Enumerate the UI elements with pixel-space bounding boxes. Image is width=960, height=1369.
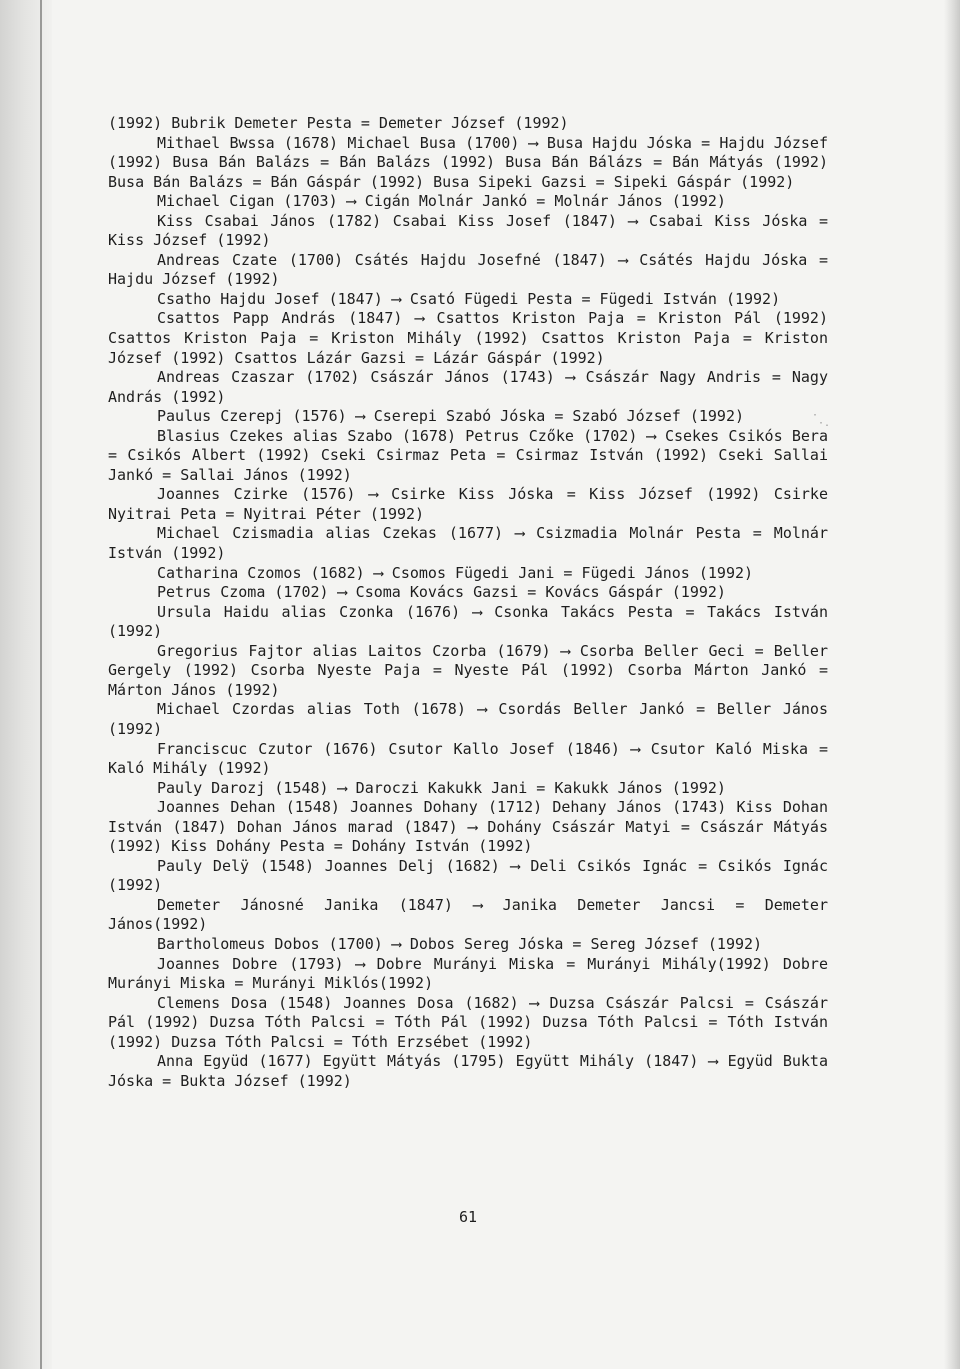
page-number: 61	[458, 1208, 478, 1226]
paragraph: Ursula Haidu alias Czonka (1676) ⟶ Csonka Takács Pesta = Takács István (1992)	[108, 602, 828, 641]
page-right-edge	[944, 0, 960, 1369]
paragraph: Andreas Czate (1700) Csátés Hajdu Josefné (1847) ⟶ Csátés Hajdu Jóska = Hajdu József (1992)	[108, 250, 828, 289]
paragraph: Csatho Hajdu Josef (1847) ⟶ Csató Fügedi Pesta = Fügedi István (1992)	[157, 289, 781, 308]
paragraph: Michael Cigan (1703) ⟶ Cigán Molnár Jankó = Molnár János (1992)	[157, 192, 726, 211]
paragraph: Mithael Bwssa (1678) Michael Busa (1700) ⟶ Busa Hajdu Jóska = Hajdu József (1992) Busa Bán Balázs = Bán Balázs (1992) Busa Bán Bálázs = Bán Mátyás (1992) Busa Bán Balázs = Bán Gáspár (1992) Busa Sipeki Gazsi = Sipeki Gáspár (1992)	[108, 133, 828, 191]
paragraph: Michael Czordas alias Toth (1678) ⟶ Csordás Beller Jankó = Beller János (1992)	[108, 700, 828, 738]
paragraph: Blasius Czekes alias Szabo (1678) Petrus Czőke (1702) ⟶ Csekes Csikós Bera = Csikós Albert (1992) Cseki Csirmaz Peta = Csirmaz István (1992) Cseki Sallai Jankó = Sallai János (1992)	[108, 426, 828, 484]
paragraph: Kiss Csabai János (1782) Csabai Kiss Josef (1847) ⟶ Csabai Kiss Jóska = Kiss József (1992)	[108, 211, 828, 250]
paragraph: Anna Együd (1677) Együtt Mátyás (1795) Együtt Mihály (1847) ⟶ Együd Bukta Jóska = Bukta József (1992)	[108, 1052, 828, 1090]
paragraph: (1992) Bubrik Demeter Pesta = Demeter József (1992)	[108, 114, 569, 132]
paragraph: Paulus Czerepj (1576) ⟶ Cserepi Szabó Jóska = Szabó József (1992)	[157, 407, 744, 426]
paragraph: Joannes Dobre (1793) ⟶ Dobre Murányi Miska = Murányi Mihály(1992) Dobre Murányi Miska = Murányi Miklós(1992)	[108, 954, 828, 993]
paragraph: Andreas Czaszar (1702) Császár János (1743) ⟶ Császár Nagy Andris = Nagy András (1992)	[108, 368, 828, 406]
paragraph: Michael Czismadia alias Czekas (1677) ⟶ Csizmadia Molnár Pesta = Molnár István (1992)	[108, 524, 828, 563]
paragraph: Demeter Jánosné Janika (1847) ⟶ Janika Demeter Jancsi = Demeter János(1992)	[108, 895, 828, 934]
paragraph: Clemens Dosa (1548) Joannes Dosa (1682) ⟶ Duzsa Császár Palcsi = Császár Pál (1992) Duzsa Tóth Palcsi = Tóth Pál (1992) Duzsa Tóth Palcsi = Tóth István (1992) Duzsa Tóth Palcsi = Tóth Erzsébet (1992)	[108, 993, 828, 1051]
paragraph: Pauly Delÿ (1548) Joannes Delj (1682) ⟶ Deli Csikós Ignác = Csikós Ignác (1992)	[108, 856, 828, 895]
paragraph: Csattos Papp András (1847) ⟶ Csattos Kriston Paja = Kriston Pál (1992) Csattos Kriston Paja = Kriston Mihály (1992) Csattos Kriston Paja = Kriston József (1992) Csattos Lázár Gazsi = Lázár Gáspár (1992)	[108, 309, 828, 367]
paragraph: Catharina Czomos (1682) ⟶ Csomos Fügedi Jani = Fügedi János (1992)	[157, 563, 754, 582]
paragraph: Bartholomeus Dobos (1700) ⟶ Dobos Sereg Jóska = Sereg József (1992)	[157, 934, 763, 953]
paragraph: Joannes Czirke (1576) ⟶ Csirke Kiss Jóska = Kiss József (1992) Csirke Nyitrai Peta = Nyitrai Péter (1992)	[108, 485, 828, 523]
binding-edge-line	[40, 0, 42, 1369]
paragraph: Pauly Darozj (1548) ⟶ Daroczi Kakukk Jani = Kakukk János (1992)	[157, 778, 726, 797]
paragraph: Franciscuc Czutor (1676) Csutor Kallo Josef (1846) ⟶ Csutor Kaló Miska = Kaló Mihály (1992)	[108, 739, 828, 778]
paragraph: Gregorius Fajtor alias Laitos Czorba (1679) ⟶ Csorba Beller Geci = Beller Gergely (1992) Csorba Nyeste Paja = Nyeste Pál (1992) Csorba Márton Jankó = Márton János (1992)	[108, 641, 828, 699]
scan-speckle: · ·.	[812, 410, 831, 429]
text-body	[108, 114, 828, 1091]
paragraph: Petrus Czoma (1702) ⟶ Csoma Kovács Gazsi = Kovács Gáspár (1992)	[157, 583, 726, 602]
paragraph: Joannes Dehan (1548) Joannes Dohany (1712) Dehany János (1743) Kiss Dohan István (1847) Dohan János marad (1847) ⟶ Dohány Császár Matyi = Császár Mátyás (1992) Kiss Dohány Pesta = Dohány István (1992)	[108, 798, 828, 856]
binding-shadow	[0, 0, 52, 1369]
